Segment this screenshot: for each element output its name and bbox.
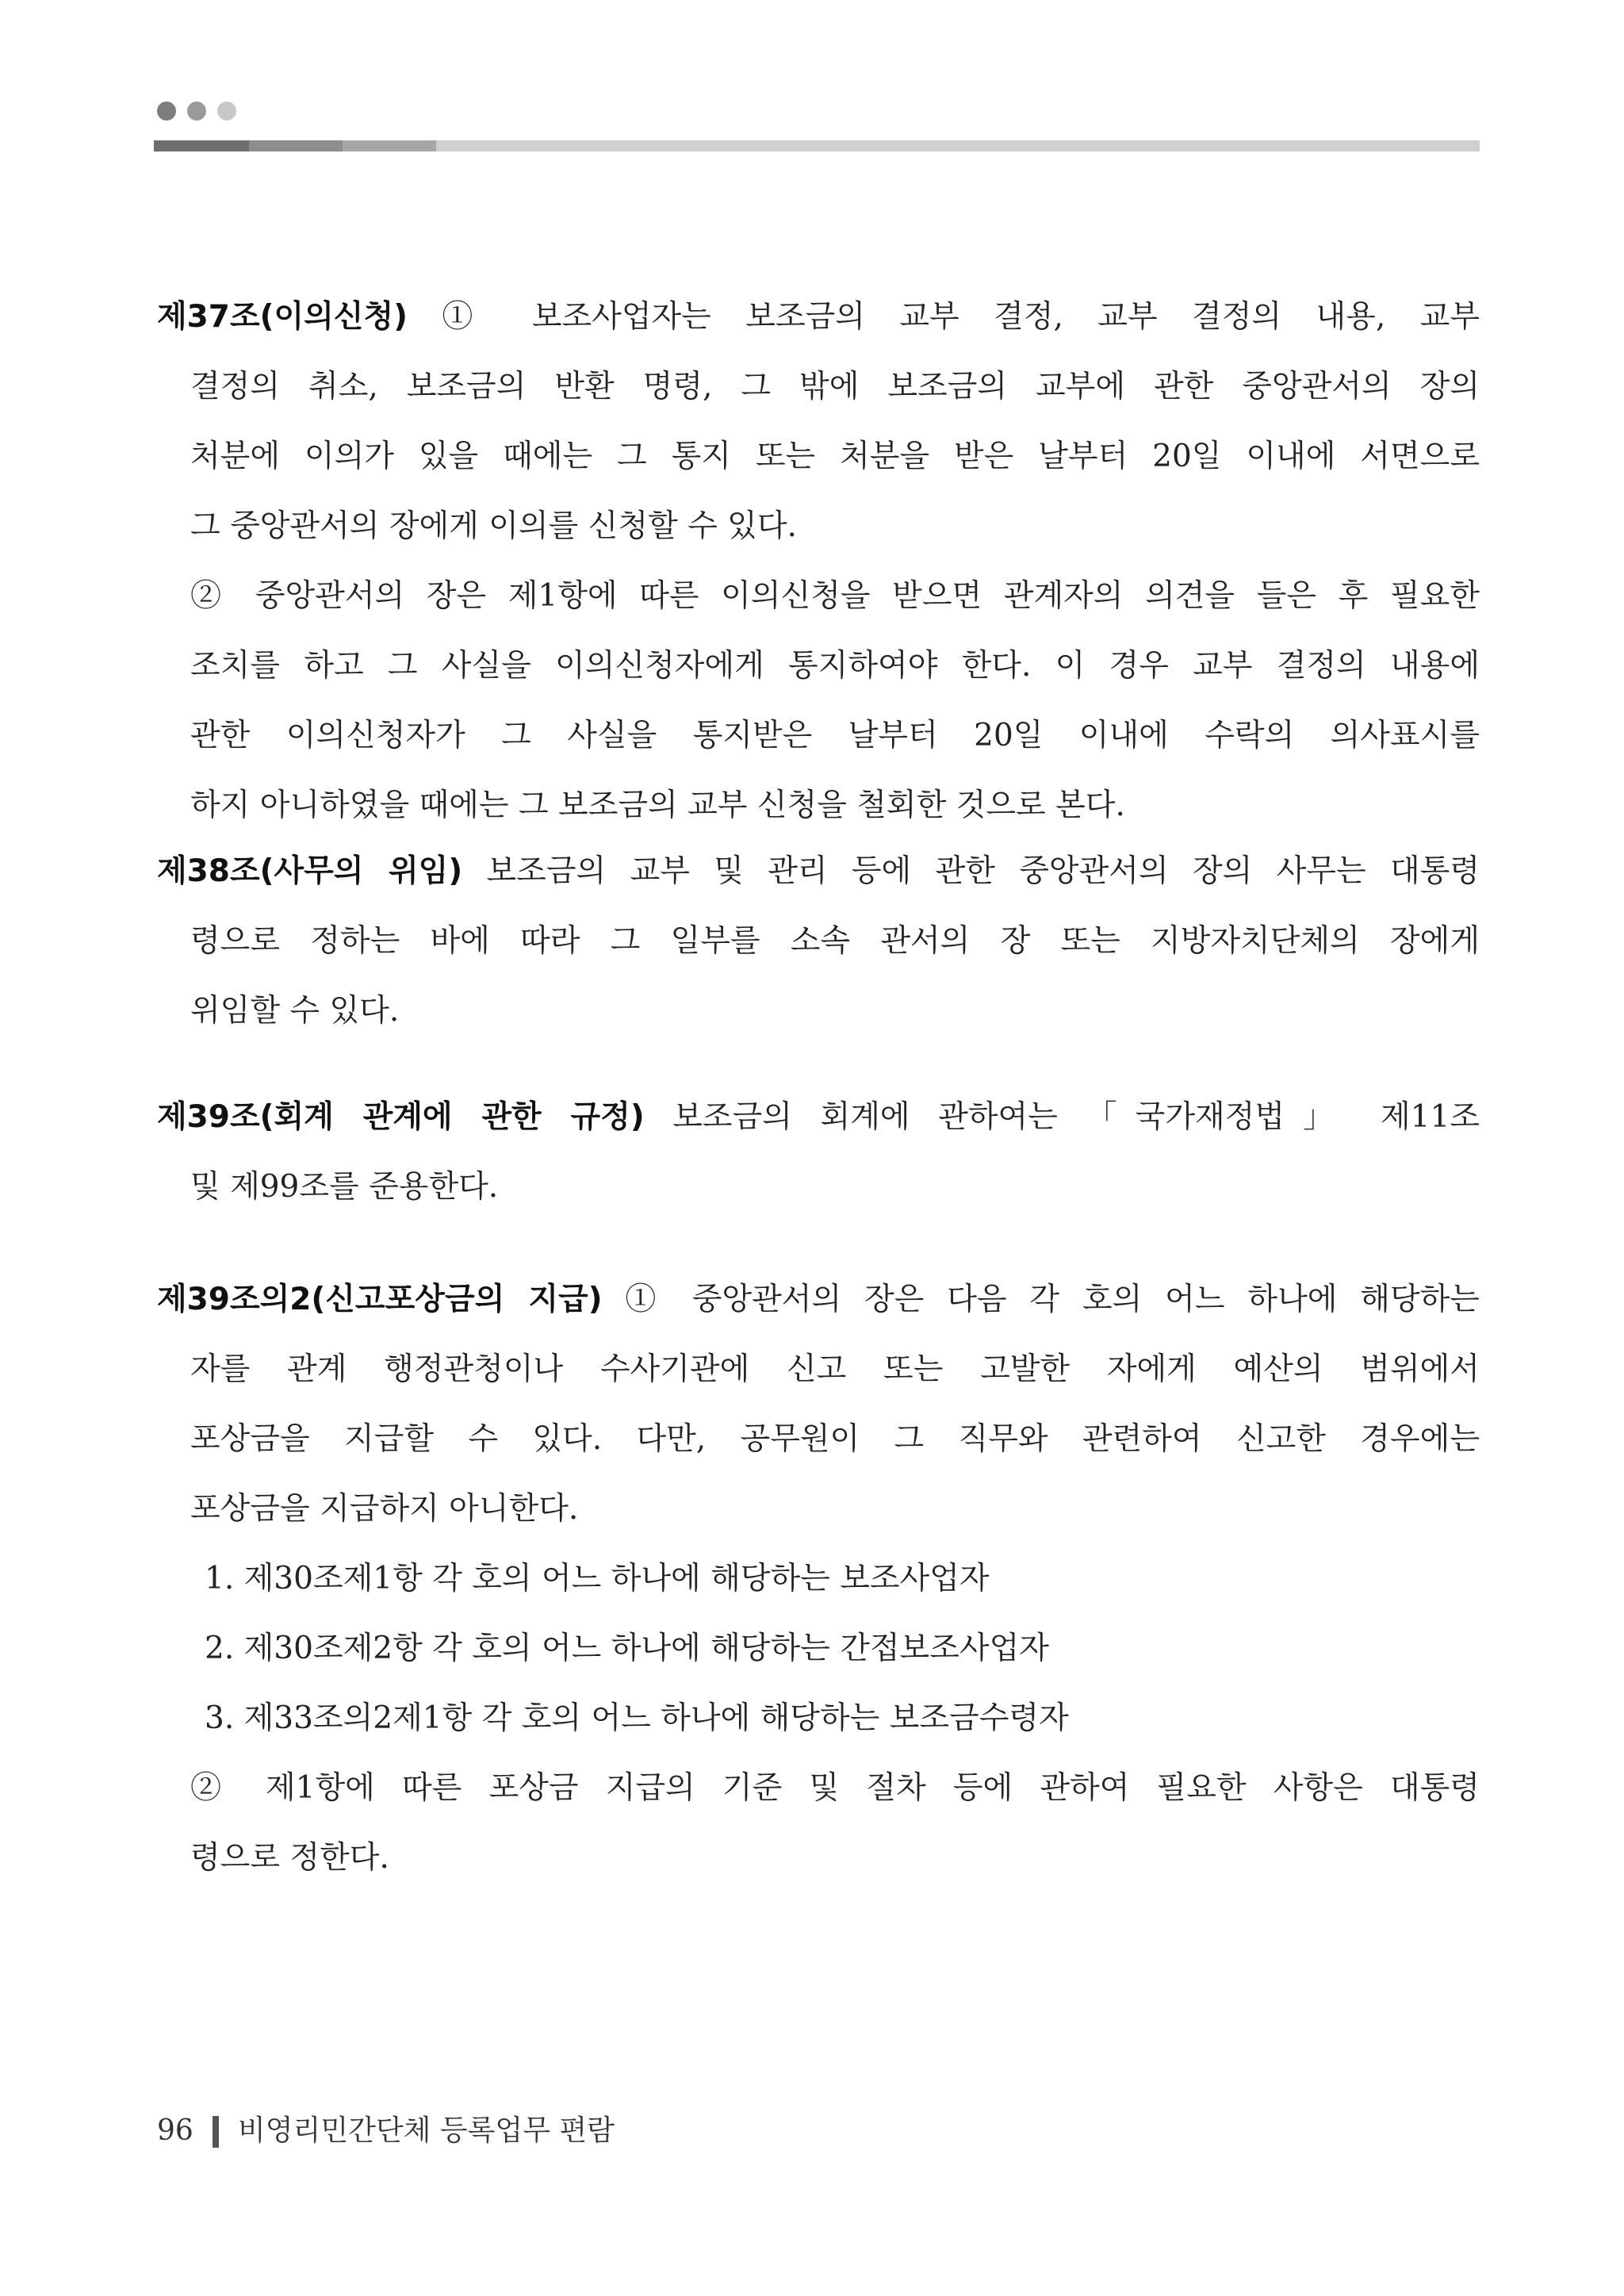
page-number: 96 (157, 2114, 193, 2147)
header-dot (217, 102, 236, 121)
header-dot (157, 102, 176, 121)
article-line: 관한 이의신청자가 그 사실을 통지받은 날부터 20일 이내에 수락의 의사표시를 (190, 718, 1480, 753)
list-item: 1. 제30조제1항 각 호의 어느 하나에 해당하는 보조사업자 (205, 1561, 990, 1596)
article-line: 조치를 하고 그 사실을 이의신청자에게 통지하여야 한다. 이 경우 교부 결정의 내용에 (190, 648, 1480, 684)
article-line: ② 제1항에 따른 포상금 지급의 기준 및 절차 등에 관하여 필요한 사항은 대통령 (190, 1770, 1480, 1806)
list-item: 2. 제30조제2항 각 호의 어느 하나에 해당하는 간접보조사업자 (205, 1631, 1049, 1666)
footer-divider (213, 2116, 219, 2148)
article-text: 보조금의 회계에 관하여는 「국가재정법」 제11조 (672, 1099, 1480, 1135)
article-39 (157, 1083, 1480, 1222)
article-line: 포상금을 지급할 수 있다. 다만, 공무원이 그 직무와 관련하여 신고한 경우에는 (190, 1421, 1480, 1457)
article-text: ① 중앙관서의 장은 다음 각 호의 어느 하나에 해당하는 (625, 1282, 1480, 1317)
article-line (157, 1265, 1480, 1335)
header-bar-segment (154, 140, 249, 151)
article-line: ② 중앙관서의 장은 제1항에 따른 이의신청을 받으면 관계자의 의견을 들은 후 필요한 (190, 578, 1480, 614)
article-line: 포상금을 지급하지 아니한다. (190, 1491, 579, 1527)
article-37 (157, 282, 1480, 841)
article-title: 제37조(이의신청) (157, 299, 408, 335)
header-bar-segment (249, 140, 343, 151)
article-39-2 (157, 1265, 1480, 1893)
article-line: 그 중앙관서의 장에게 이의를 신청할 수 있다. (190, 508, 797, 544)
article-title: 제38조(사무의 위임) (157, 853, 463, 889)
article-line: 령으로 정하는 바에 따라 그 일부를 소속 관서의 장 또는 지방자치단체의 장에게 (190, 923, 1480, 959)
header-bar-segment (436, 140, 1480, 151)
article-line: 령으로 정한다. (190, 1840, 389, 1876)
article-text: ① 보조사업자는 보조금의 교부 결정, 교부 결정의 내용, 교부 (442, 299, 1480, 335)
book-title: 비영리민간단체 등록업무 편람 (238, 2114, 615, 2147)
article-line (157, 837, 1480, 907)
article-title: 제39조의2(신고포상금의 지급) (157, 1282, 603, 1317)
article-line: 결정의 취소, 보조금의 반환 명령, 그 밖에 보조금의 교부에 관한 중앙관서의 장의 (190, 369, 1480, 404)
article-title: 제39조(회계 관계에 관한 규정) (157, 1099, 645, 1135)
article-line: 처분에 이의가 있을 때에는 그 통지 또는 처분을 받은 날부터 20일 이내에 서면으로 (190, 439, 1480, 474)
header-bar (154, 140, 1480, 151)
article-text: 보조금의 교부 및 관리 등에 관한 중앙관서의 장의 사무는 대통령 (486, 853, 1480, 889)
article-line (157, 282, 1480, 352)
article-line: 하지 아니하였을 때에는 그 보조금의 교부 신청을 철회한 것으로 본다. (190, 788, 1125, 823)
header-dot (187, 102, 206, 121)
article-line: 위임할 수 있다. (190, 993, 400, 1029)
header-bar-segment (343, 140, 436, 151)
article-line (157, 1083, 1480, 1152)
list-item: 3. 제33조의2제1항 각 호의 어느 하나에 해당하는 보조금수령자 (205, 1700, 1069, 1736)
article-line: 및 제99조를 준용한다. (190, 1169, 499, 1205)
article-38 (157, 837, 1480, 1046)
article-line: 자를 관계 행정관청이나 수사기관에 신고 또는 고발한 자에게 예산의 범위에서 (190, 1351, 1480, 1387)
